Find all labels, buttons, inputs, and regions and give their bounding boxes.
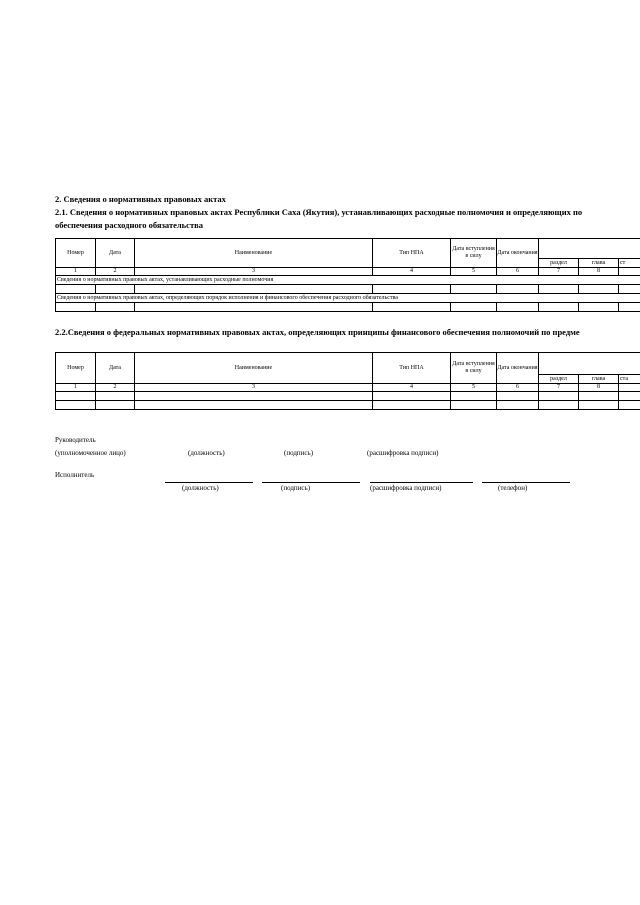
header-name: Наименование bbox=[135, 353, 373, 384]
col-number-6: 6 bbox=[497, 268, 539, 276]
table-2-2 bbox=[55, 352, 640, 410]
section-2-1-title-continued: обеспечения расходного обязательства bbox=[55, 220, 203, 230]
row-group-procedure: Сведения о нормативных правовых актах, определяющих порядок исполнения и финансового обеспечения расходного обязательства bbox=[56, 294, 640, 303]
table-cell bbox=[135, 303, 373, 312]
head-signature-label: (подпись) bbox=[284, 449, 314, 457]
header-type: Тип НПА bbox=[373, 353, 451, 384]
exec-decoding-line bbox=[370, 482, 473, 483]
table-cell bbox=[539, 392, 579, 401]
header-date: Дата bbox=[96, 239, 135, 268]
table-cell bbox=[497, 392, 539, 401]
col-number-8: 8 bbox=[579, 384, 619, 392]
table-cell bbox=[373, 303, 451, 312]
head-position-label: (должность) bbox=[188, 449, 225, 457]
col-number-1: 1 bbox=[56, 268, 96, 276]
table-cell bbox=[135, 401, 373, 410]
exec-phone-line bbox=[482, 482, 570, 483]
table-cell bbox=[373, 392, 451, 401]
col-number-7: 7 bbox=[539, 268, 579, 276]
header-type: Тип НПА bbox=[373, 239, 451, 268]
table-cell bbox=[579, 285, 619, 294]
table-cell bbox=[579, 401, 619, 410]
table-cell bbox=[539, 303, 579, 312]
col-number-5: 5 bbox=[451, 268, 497, 276]
table-2-1 bbox=[55, 238, 640, 312]
col-number-2: 2 bbox=[96, 384, 135, 392]
header-structural-units bbox=[539, 353, 640, 375]
table-cell bbox=[96, 392, 135, 401]
header-chapter: глава bbox=[579, 259, 619, 268]
table-cell bbox=[539, 285, 579, 294]
table-cell bbox=[373, 285, 451, 294]
header-name: Наименование bbox=[135, 239, 373, 268]
exec-position-line bbox=[165, 482, 253, 483]
table-cell bbox=[56, 303, 96, 312]
col-number-6: 6 bbox=[497, 384, 539, 392]
table-cell bbox=[579, 303, 619, 312]
table-cell bbox=[619, 401, 640, 410]
table-cell bbox=[56, 285, 96, 294]
table-cell bbox=[373, 401, 451, 410]
table-cell bbox=[56, 401, 96, 410]
table-cell bbox=[135, 392, 373, 401]
table-cell bbox=[96, 401, 135, 410]
header-date: Дата bbox=[96, 353, 135, 384]
table-cell bbox=[451, 401, 497, 410]
section-2-title: 2. Сведения о нормативных правовых актах bbox=[55, 194, 226, 204]
executor-label: Исполнитель bbox=[55, 471, 95, 479]
header-effective-date: Дата вступления в силу bbox=[451, 239, 497, 268]
table-cell bbox=[619, 392, 640, 401]
header-article: ста bbox=[619, 375, 640, 384]
table-cell bbox=[135, 285, 373, 294]
header-end-date: Дата окончания bbox=[497, 239, 539, 268]
header-structural-units bbox=[539, 239, 640, 259]
header-section: раздел bbox=[539, 375, 579, 384]
exec-decoding-label: (расшифровка подписи) bbox=[370, 484, 442, 492]
header-chapter: глава bbox=[579, 375, 619, 384]
col-number-3: 3 bbox=[135, 384, 373, 392]
table-cell bbox=[96, 285, 135, 294]
table-cell bbox=[451, 285, 497, 294]
header-number: Номер bbox=[56, 353, 96, 384]
col-number-4: 4 bbox=[373, 268, 451, 276]
table-cell bbox=[579, 392, 619, 401]
table-cell bbox=[619, 285, 640, 294]
head-label: Руководитель bbox=[55, 436, 96, 444]
table-cell bbox=[451, 392, 497, 401]
head-label-authorized: (уполномоченное лицо) bbox=[55, 449, 126, 457]
col-number-4: 4 bbox=[373, 384, 451, 392]
head-decoding-label: (расшифровка подписи) bbox=[367, 449, 439, 457]
exec-signature-line bbox=[262, 482, 360, 483]
header-article: ст bbox=[619, 259, 640, 268]
col-number-3: 3 bbox=[135, 268, 373, 276]
col-number-1: 1 bbox=[56, 384, 96, 392]
exec-phone-label: (телефон) bbox=[498, 484, 528, 492]
table-cell bbox=[619, 303, 640, 312]
col-number-5: 5 bbox=[451, 384, 497, 392]
table-cell bbox=[497, 401, 539, 410]
col-number-8: 8 bbox=[579, 268, 619, 276]
table-cell bbox=[96, 303, 135, 312]
table-cell bbox=[497, 285, 539, 294]
col-number-7: 7 bbox=[539, 384, 579, 392]
exec-position-label: (должность) bbox=[182, 484, 219, 492]
table-cell bbox=[56, 392, 96, 401]
table-cell bbox=[497, 303, 539, 312]
section-2-1-title: 2.1. Сведения о нормативных правовых актах Республики Саха (Якутия), устанавливающих расходные полномочия и определяющих по bbox=[55, 207, 583, 217]
header-effective-date: Дата вступления в силу bbox=[451, 353, 497, 384]
header-number: Номер bbox=[56, 239, 96, 268]
exec-signature-label: (подпись) bbox=[281, 484, 311, 492]
header-end-date: Дата окончания bbox=[497, 353, 539, 384]
col-number-9 bbox=[619, 268, 640, 276]
row-group-authorities: Сведения о нормативных правовых актах, устанавливающих расходные полномочия bbox=[56, 276, 640, 285]
table-cell bbox=[451, 303, 497, 312]
col-number-9 bbox=[619, 384, 640, 392]
col-number-2: 2 bbox=[96, 268, 135, 276]
section-2-2-title: 2.2.Сведения о федеральных нормативных правовых актах, определяющих принципы финансового обеспечения полномочий по предме bbox=[55, 327, 580, 337]
table-cell bbox=[539, 401, 579, 410]
header-section: раздел bbox=[539, 259, 579, 268]
